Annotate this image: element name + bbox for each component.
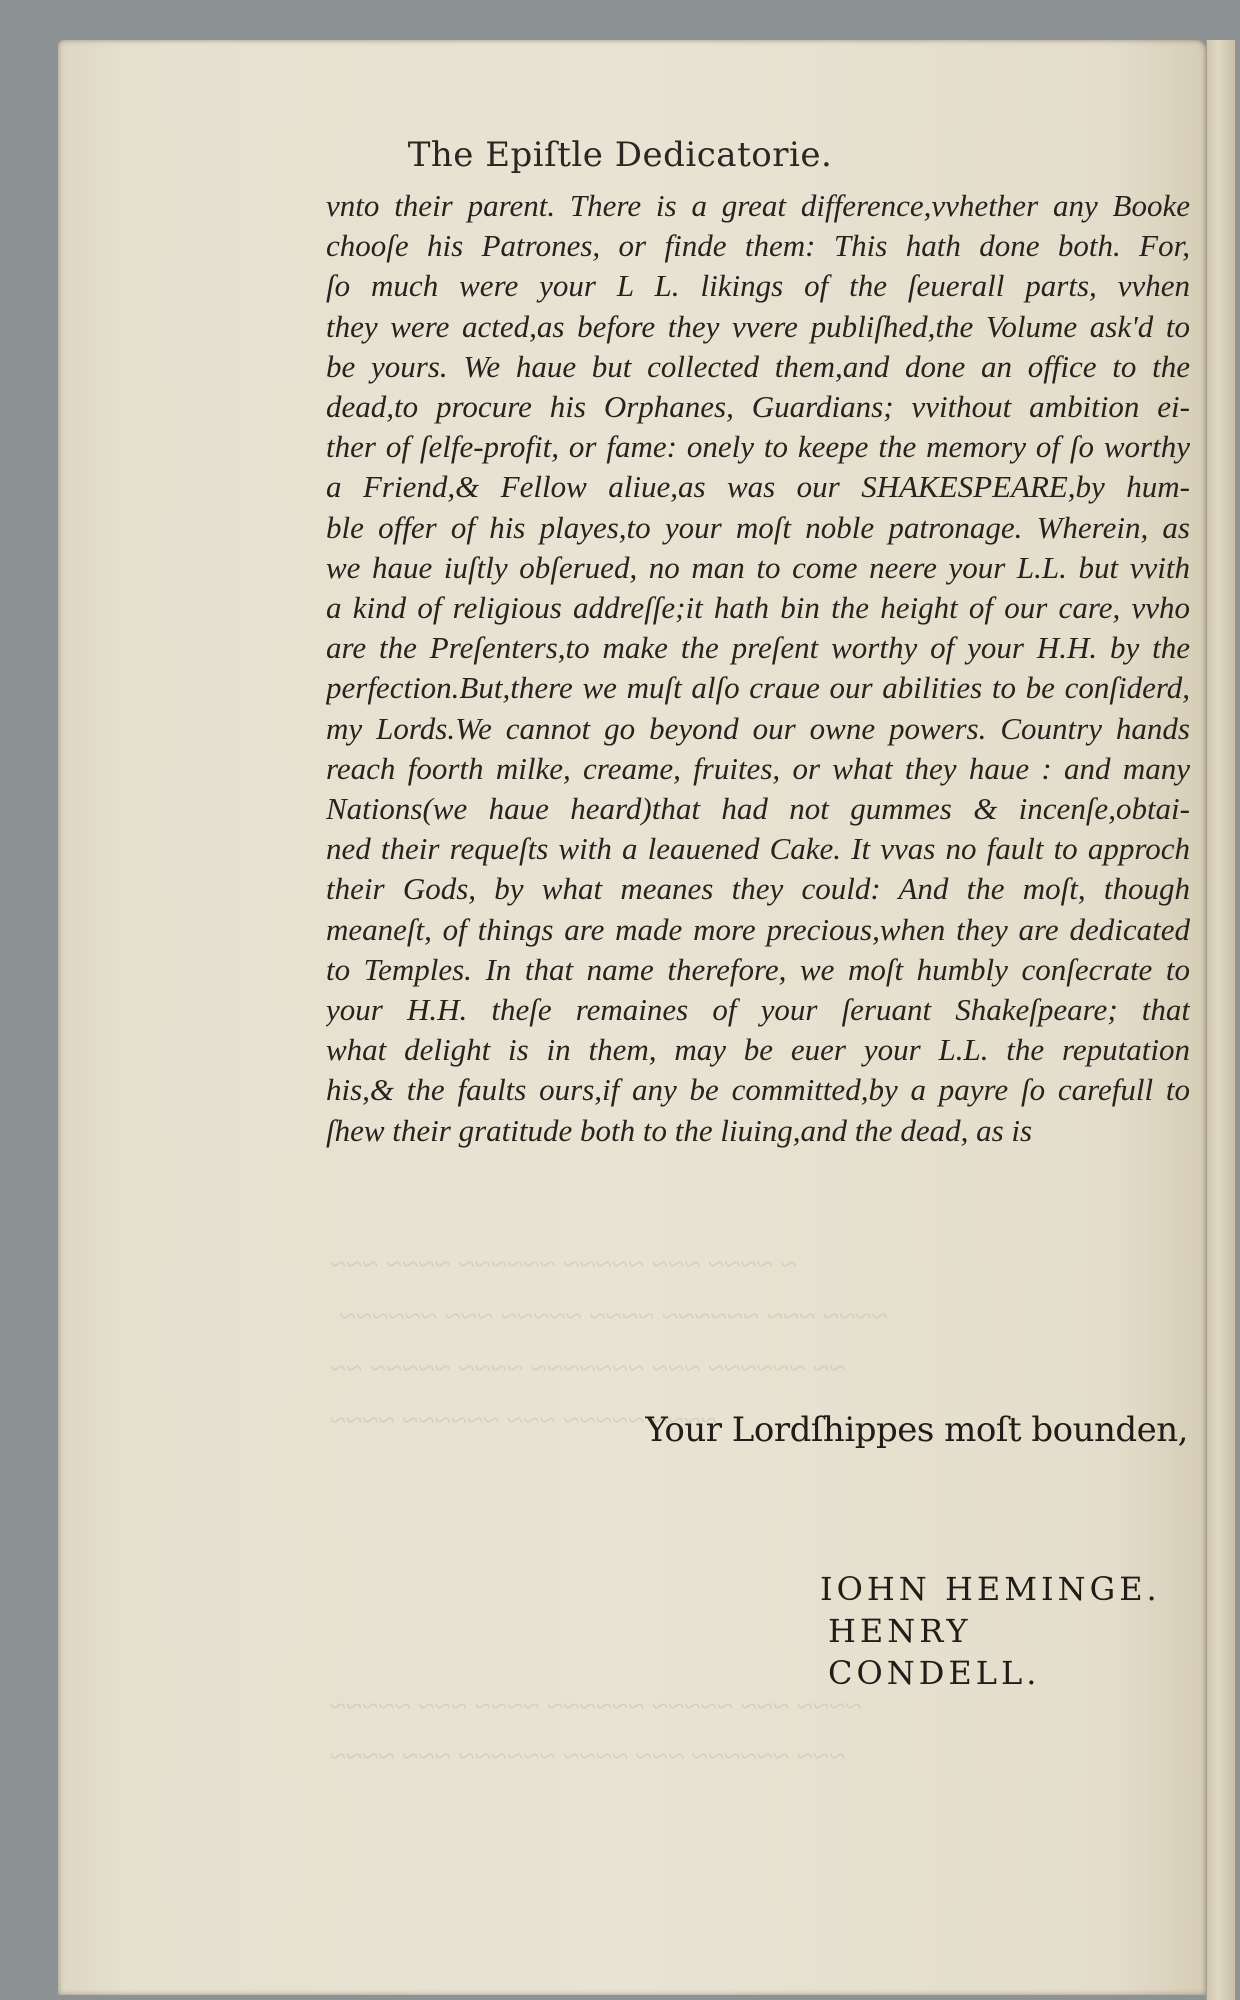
signature-condell: HENRY CONDELL.: [828, 1612, 1041, 1692]
body-line: reach foorth milke, creame, fruites, or what they haue : and many: [326, 750, 1190, 786]
body-line: ther of ſelfe-profit, or fame: onely to keepe the memory of ſo worthy: [326, 429, 1190, 465]
body-line: ſhew their gratitude both to the liuing,and the dead, as is: [326, 1112, 1033, 1148]
body-line: be yours. We haue but collected them,and done an office to the: [326, 348, 1190, 384]
body-line: to Temples. In that name therefore, we moſt humbly conſecrate to: [326, 951, 1190, 987]
body-line: they were acted,as before they vvere publiſhed,the Volume ask'd to: [326, 308, 1190, 344]
closing-salutation: Your Lordſhippes moſt bounden,: [645, 1410, 1188, 1450]
body-line: dead,to procure his Orphanes, Guardians; vvithout ambition ei-: [326, 389, 1190, 425]
body-line: chooſe his Patrones, or finde them: This hath done both. For,: [326, 228, 1190, 264]
body-line: what delight is in them, may be euer your L.L. the reputation: [326, 1032, 1190, 1068]
next-page-edge: [1206, 40, 1235, 2000]
body-line: meaneſt, of things are made more precious,when they are dedicated: [326, 911, 1190, 947]
body-line: your H.H. theſe remaines of your ſeruant Shakeſpeare; that: [326, 992, 1190, 1028]
body-line: a Friend,& Fellow aliue,as was our SHAKESPEARE,by hum-: [326, 469, 1190, 505]
body-line: my Lords.We cannot go beyond our owne powers. Country hands: [326, 710, 1190, 746]
body-line: ble offer of his playes,to your moſt noble patronage. Wherein, as: [326, 509, 1190, 545]
body-line: Nations(we haue heard)that had not gummes & incenſe,obtai-: [326, 791, 1190, 827]
show-through-mark: ~ ~~~~ ~~~ ~~~~~ ~~~~~~ ~~~~ ~~~: [330, 1248, 797, 1281]
dedication-body: [326, 186, 1190, 1151]
body-line: we haue iuſtly obſerued, no man to come neere your L.L. but vvith: [326, 549, 1190, 585]
running-head: The Epiſtle Dedicatorie.: [407, 135, 833, 175]
signature-block: [760, 1568, 1190, 1694]
show-through-mark: ~~~ ~~~~~~ ~~~ ~~~~ ~~~~~~ ~~~ ~~~~: [330, 1740, 846, 1773]
body-line: ned their requeſts with a leauened Cake. It vvas no fault to approch: [326, 831, 1190, 867]
show-through-mark: ~~~~ ~~~ ~~~~~~ ~~~~ ~~~~~ ~~~ ~~~~~~: [340, 1300, 889, 1333]
show-through-mark: ~~~~ ~~~~~ ~~~ ~~~~~~ ~~~~: [330, 1404, 718, 1437]
body-line: ſo much were your L L. likings of the ſeuerall parts, vvhen: [326, 268, 1190, 304]
signature-heminge: IOHN HEMINGE.: [820, 1570, 1161, 1608]
body-line: vnto their parent. There is a great difference,vvhether any Booke: [326, 188, 1190, 223]
body-line: his,& the faults ours,if any be committed,by a payre ſo carefull to: [326, 1072, 1190, 1108]
body-line: perfection.But,there we muſt alſo craue our abilities to be conſiderd,: [326, 670, 1190, 706]
body-line: a kind of religious addreſſe;it hath bin the height of our care, vvho: [326, 590, 1190, 626]
body-line: are the Preſenters,to make the preſent worthy of your H.H. by the: [326, 630, 1190, 666]
show-through-mark: ~~ ~~~~~~ ~~~ ~~~~~~~ ~~~~ ~~~~~ ~~: [330, 1352, 846, 1385]
body-line: their Gods, by what meanes they could: And the moſt, though: [326, 871, 1190, 907]
show-through-mark: ~~~~ ~~~ ~~~~~ ~~~~~~ ~~~~ ~~~ ~~~~~: [330, 1690, 862, 1723]
